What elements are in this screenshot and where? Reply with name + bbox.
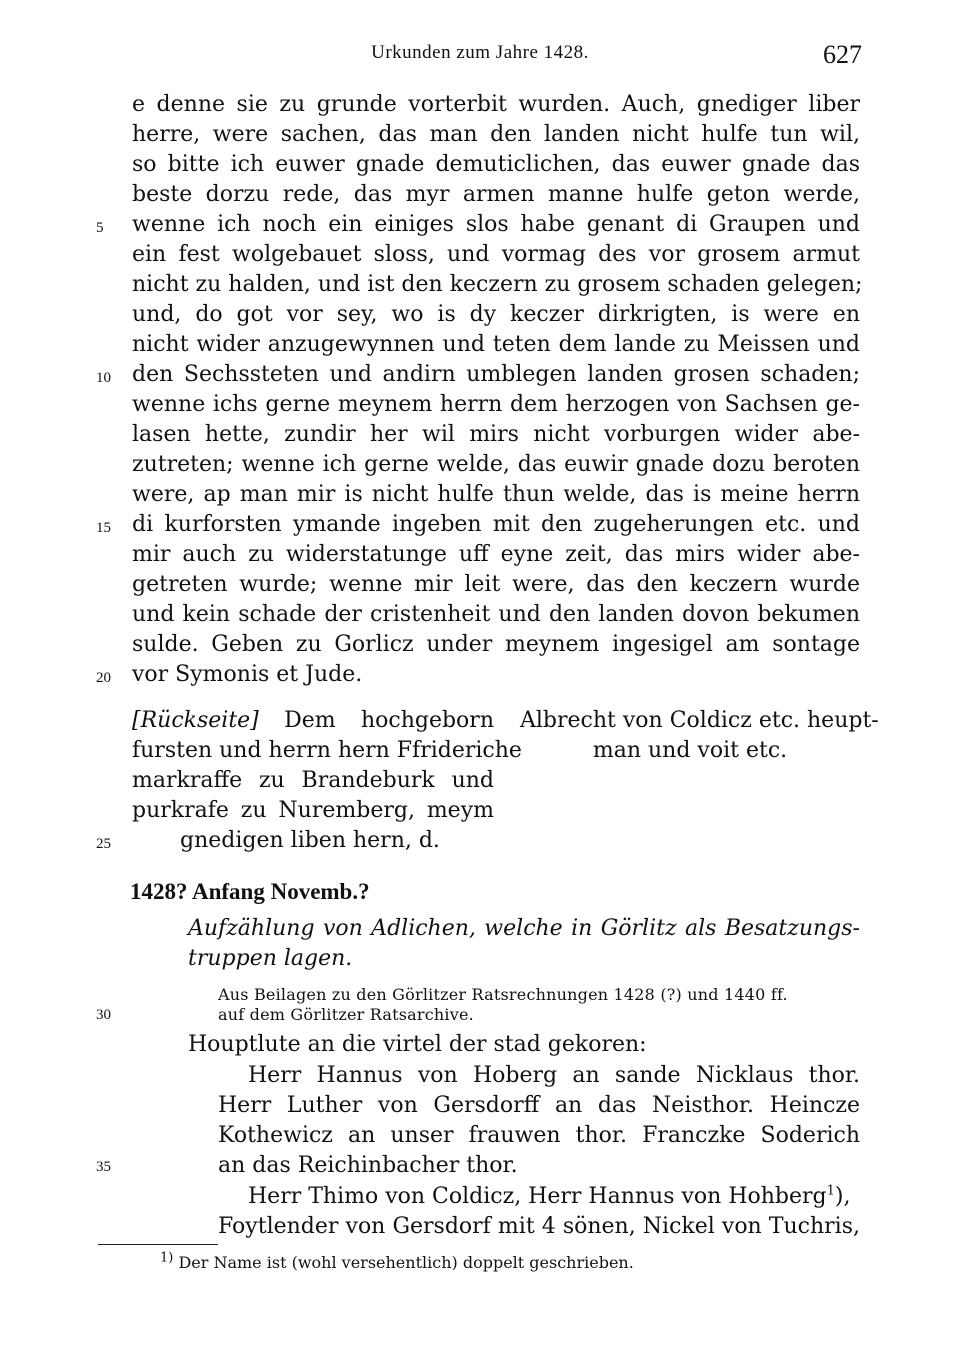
footnote-marker: 1) bbox=[160, 1250, 174, 1266]
footnote-reference[interactable]: 1 bbox=[826, 1183, 835, 1199]
body-line: Foytlender von Gersdorf mit 4 sönen, Nickel von Tuchris, bbox=[218, 1214, 860, 1239]
text-line: herre, were sachen, das man den landen nicht hulfe tun wil, bbox=[132, 122, 860, 147]
footnote-text: Der Name ist (wohl versehentlich) doppelt geschrieben. bbox=[178, 1253, 634, 1272]
body-line: Herr Luther von Gersdorff an das Neisthor. Heincze bbox=[218, 1093, 860, 1118]
body-line: Houptlute an die virtel der stad gekoren: bbox=[188, 1032, 647, 1057]
text-line: mir auch zu widerstatunge uff eyne zeit, das mirs wider abe- bbox=[132, 542, 860, 567]
line-number: 20 bbox=[96, 670, 111, 686]
text-line: und, do got vor sey, wo is dy keczer dirkrigten, is were en bbox=[132, 302, 860, 327]
body-line: Herr Hannus von Hoberg an sande Nicklaus thor. bbox=[248, 1063, 860, 1088]
text-line: were, ap man mir is nicht hulfe thun welde, das is meine herrn bbox=[132, 482, 860, 507]
line-number: 30 bbox=[96, 1007, 111, 1023]
address-line: markraffe zu Brandeburk und bbox=[132, 768, 494, 793]
footnote bbox=[160, 1252, 634, 1274]
body-line bbox=[248, 1182, 860, 1212]
text-line: ein fest wolgebauet sloss, und vormag des vor grosem armut bbox=[132, 242, 860, 267]
line-number: 35 bbox=[96, 1159, 111, 1175]
signature-line: man und voit etc. bbox=[592, 738, 788, 763]
address-line: fursten und herrn hern Ffrideriche bbox=[132, 738, 522, 763]
text-line: den Sechssteten und andirn umblegen landen grosen schaden; bbox=[132, 362, 860, 387]
source-line: Aus Beilagen zu den Görlitzer Ratsrechnungen 1428 (?) und 1440 ff. bbox=[218, 985, 788, 1004]
source-line: auf dem Görlitzer Ratsarchive. bbox=[218, 1005, 474, 1024]
text-line: sulde. Geben zu Gorlicz under meynem ingesigel am sontage bbox=[132, 632, 860, 657]
signature-line: Albrecht von Coldicz etc. heupt- bbox=[520, 708, 879, 733]
body-line: an das Reichinbacher thor. bbox=[218, 1153, 518, 1178]
line-number: 25 bbox=[96, 836, 111, 852]
page-number: 627 bbox=[823, 40, 862, 69]
line-number: 5 bbox=[96, 220, 104, 236]
address-line: purkrafe zu Nuremberg, meym bbox=[132, 798, 494, 823]
running-title: Urkunden zum Jahre 1428. bbox=[371, 42, 589, 63]
body-text: Herr Thimo von Coldicz, Herr Hannus von Hohberg bbox=[248, 1184, 827, 1209]
text-line: getreten wurde; wenne mir leit were, das den keczern wurde bbox=[132, 572, 860, 597]
line-number: 10 bbox=[96, 370, 111, 386]
text-line: und kein schade der cristenheit und den landen dovon bekumen bbox=[132, 602, 860, 627]
text-line: e denne sie zu grunde vorterbit wurden. Auch, gnediger liber bbox=[132, 92, 860, 117]
reverse-side-label: [Rückseite] bbox=[132, 708, 259, 733]
text-line: vor Symonis et Jude. bbox=[132, 662, 363, 687]
document-heading: 1428? Anfang Novemb.? bbox=[130, 879, 370, 904]
text-line: lasen hette, zundir her wil mirs nicht vorburgen wider abe- bbox=[132, 422, 860, 447]
text-line: di kurforsten ymande ingeben mit den zugeherungen etc. und bbox=[132, 512, 860, 537]
text-line: zutreten; wenne ich gerne welde, das euwir gnade dozu beroten bbox=[132, 452, 860, 477]
text-line: beste dorzu rede, das myr armen manne hulfe geton werde, bbox=[132, 182, 860, 207]
text-line: nicht wider anzugewynnen und teten dem lande zu Meissen und bbox=[132, 332, 860, 357]
footnote-divider bbox=[98, 1244, 218, 1245]
text-line: wenne ichs gerne meynem herrn dem herzogen von Sachsen ge- bbox=[132, 392, 860, 417]
address-line: gnedigen liben hern, d. bbox=[180, 828, 440, 853]
address-text: Dem hochgeborn bbox=[284, 708, 494, 733]
body-text-trailing: ), bbox=[834, 1184, 851, 1209]
summary-line: truppen lagen. bbox=[188, 946, 353, 971]
summary-line: Aufzählung von Adlichen, welche in Görlitz als Besatzungs- bbox=[188, 916, 860, 941]
address-line bbox=[132, 706, 494, 736]
text-line: wenne ich noch ein einiges slos habe genant di Graupen und bbox=[132, 212, 860, 237]
text-line: nicht zu halden, und ist den keczern zu grosem schaden gelegen; bbox=[132, 272, 863, 297]
text-line: so bitte ich euwer gnade demuticlichen, das euwer gnade das bbox=[132, 152, 860, 177]
body-line: Kothewicz an unser frauwen thor. Franczke Soderich bbox=[218, 1123, 860, 1148]
line-number: 15 bbox=[96, 520, 111, 536]
